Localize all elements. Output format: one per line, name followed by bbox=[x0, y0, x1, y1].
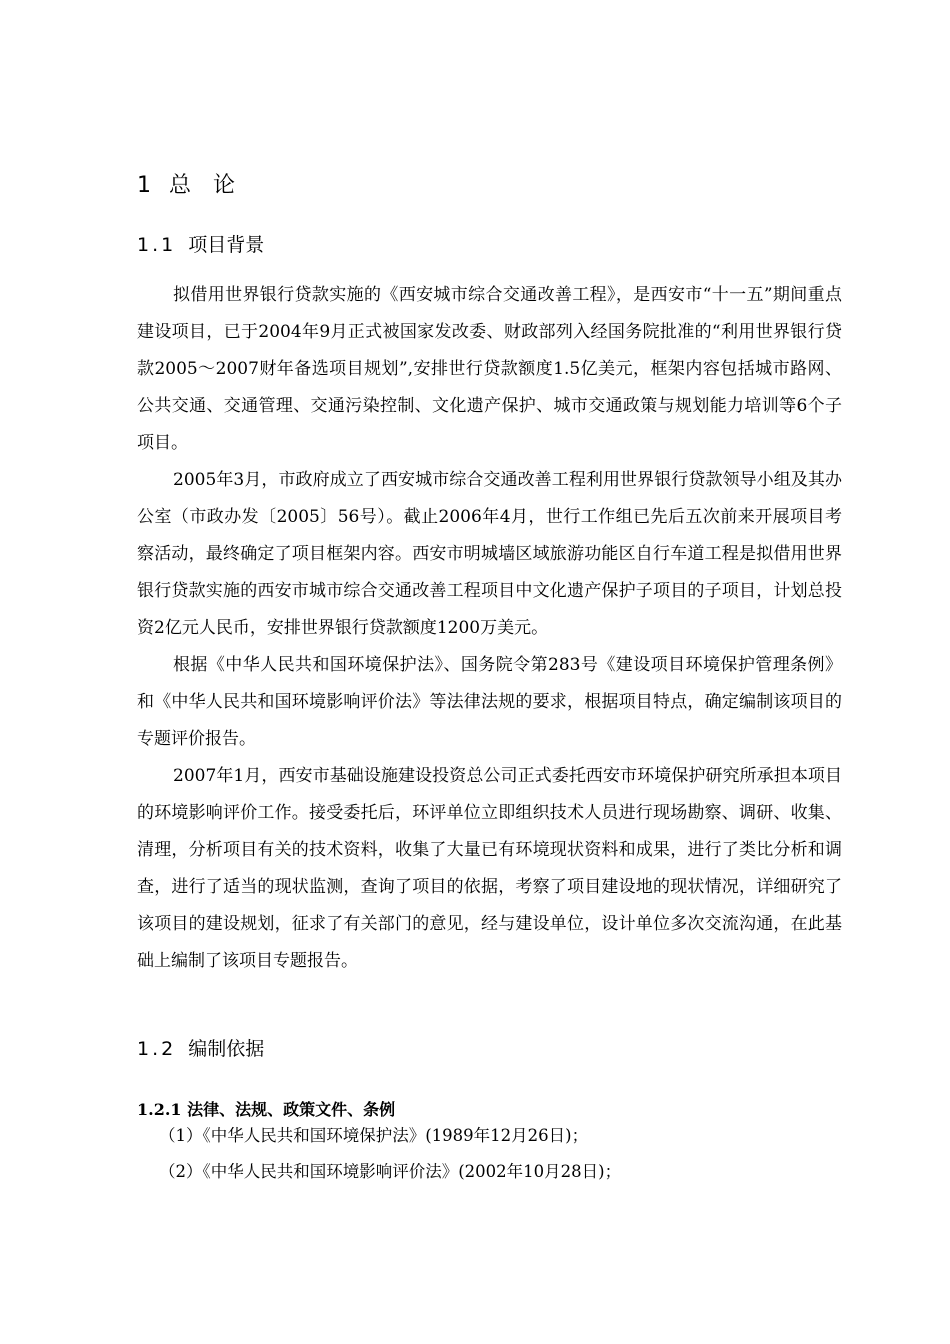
section-1-1-body bbox=[137, 277, 842, 980]
paragraph: 2007年1月，西安市基础设施建设投资总公司正式委托西安市环境保护研究所承担本项目的环境影响评价工作。接受委托后，环评单位立即组织技术人员进行现场勘察、调研、收集、清理，分析项目有关的技术资料，收集了大量已有环境现状资料和成果，进行了类比分析和调查，进行了适当的现状监测，查询了项目的依据，考察了项目建设地的现状情况，详细研究了该项目的建设规划，征求了有关部门的意见，经与建设单位，设计单位多次交流沟通，在此基础上编制了该项目专题报告。 bbox=[137, 766, 842, 971]
chapter-number: 1 bbox=[137, 173, 153, 198]
paragraph: 拟借用世界银行贷款实施的《西安城市综合交通改善工程》，是西安市“十一五”期间重点建设项目，已于2004年9月正式被国家发改委、财政部列入经国务院批准的“利用世界银行贷款2005～2007财年备选项目规划”,安排世行贷款额度1.5亿美元，框架内容包括城市路网、公共交通、交通管理、交通污染控制、文化遗产保护、城市交通政策与规划能力培训等6个子项目。 bbox=[137, 285, 842, 453]
regulation-list bbox=[137, 1124, 842, 1184]
section-1-1-heading bbox=[137, 231, 264, 259]
paragraph: 2005年3月，市政府成立了西安城市综合交通改善工程利用世界银行贷款领导小组及其办公室（市政办发〔2005〕56号）。截止2006年4月，世行工作组已先后五次前来开展项目考察活动，最终确定了项目框架内容。西安市明城墙区域旅游功能区自行车道工程是拟借用世界银行贷款实施的西安市城市综合交通改善工程项目中文化遗产保护子项目的子项目，计划总投资2亿元人民币，安排世界银行贷款额度1200万美元。 bbox=[137, 470, 842, 638]
section-1-2-title: 编制依据 bbox=[188, 1038, 265, 1060]
section-1-1-title: 项目背景 bbox=[188, 234, 265, 256]
section-1-2-number: 1.2 bbox=[137, 1038, 177, 1060]
chapter-title: 总论 bbox=[169, 173, 258, 198]
section-1-1-number: 1.1 bbox=[137, 234, 177, 256]
paragraph: 根据《中华人民共和国环境保护法》、国务院令第283号《建设项目环境保护管理条例》和《中华人民共和国环境影响评价法》等法律法规的要求，根据项目特点，确定编制该项目的专题评价报告。 bbox=[137, 655, 842, 749]
chapter-heading bbox=[137, 171, 257, 201]
list-item: （1）《中华人民共和国环境保护法》(1989年12月26日)； bbox=[159, 1126, 589, 1145]
section-1-2-heading bbox=[137, 1035, 264, 1063]
list-item: （2）《中华人民共和国环境影响评价法》(2002年10月28日)； bbox=[159, 1162, 622, 1181]
subsection-1-2-1-heading: 1.2.1 法律、法规、政策文件、条例 bbox=[137, 1100, 396, 1119]
